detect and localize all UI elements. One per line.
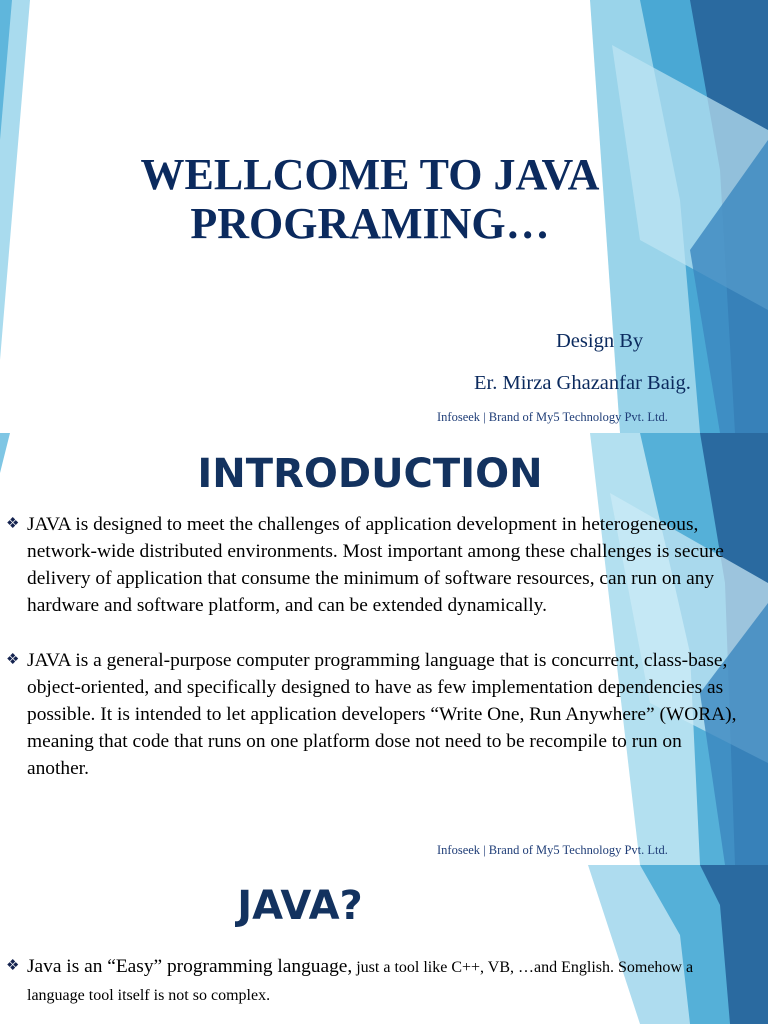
bullet-list — [0, 511, 740, 782]
introduction-slide — [0, 433, 768, 865]
title-slide — [0, 0, 768, 433]
bullet-text: JAVA is a general-purpose computer programming language that is concurrent, class-base, object-oriented, and specifically designed to have as few implementation dependencies as possible. It is intended to let application developers “Write One, Run Anywhere” (WORA), meaning that code that runs on one platform dose not need to be recompile to run on another. — [27, 650, 737, 779]
title-line-1: WELLCOME TO JAVA — [140, 150, 600, 199]
bullet-tail-text: just a tool like C++, VB, …and English. Somehow a language tool itself is not so complex. — [27, 959, 694, 1004]
bullet-text: JAVA is designed to meet the challenges of application development in heterogeneous, network-wide distributed environments. Most important among these challenges is secure delivery of application that consume the minimum of software resources, can run on any hardware and software platform, and can be extended dynamically. — [27, 514, 724, 616]
diamond-bullet-icon: ❖ — [6, 958, 20, 974]
slide-title — [80, 150, 660, 249]
slide-footer: Infoseek | Brand of My5 Technology Pvt. Ltd. — [437, 410, 668, 424]
bullet-lead-text: Java is an “Easy” programming language, — [27, 956, 353, 977]
design-by-label: Design By — [556, 330, 644, 352]
slide-footer: Infoseek | Brand of My5 Technology Pvt. Ltd. — [437, 843, 668, 857]
bullet-list — [0, 953, 700, 1009]
title-line-2: PROGRAMING… — [190, 199, 550, 249]
author-name: Er. Mirza Ghazanfar Baig. — [474, 372, 691, 394]
slide-title: JAVA? — [237, 883, 363, 929]
slide-title: INTRODUCTION — [197, 451, 543, 497]
bullet-item — [0, 647, 740, 782]
bullet-item — [0, 953, 700, 1009]
diamond-bullet-icon: ❖ — [6, 652, 20, 668]
diamond-bullet-icon: ❖ — [6, 516, 20, 532]
bullet-item — [0, 511, 740, 619]
java-slide — [0, 865, 768, 1024]
